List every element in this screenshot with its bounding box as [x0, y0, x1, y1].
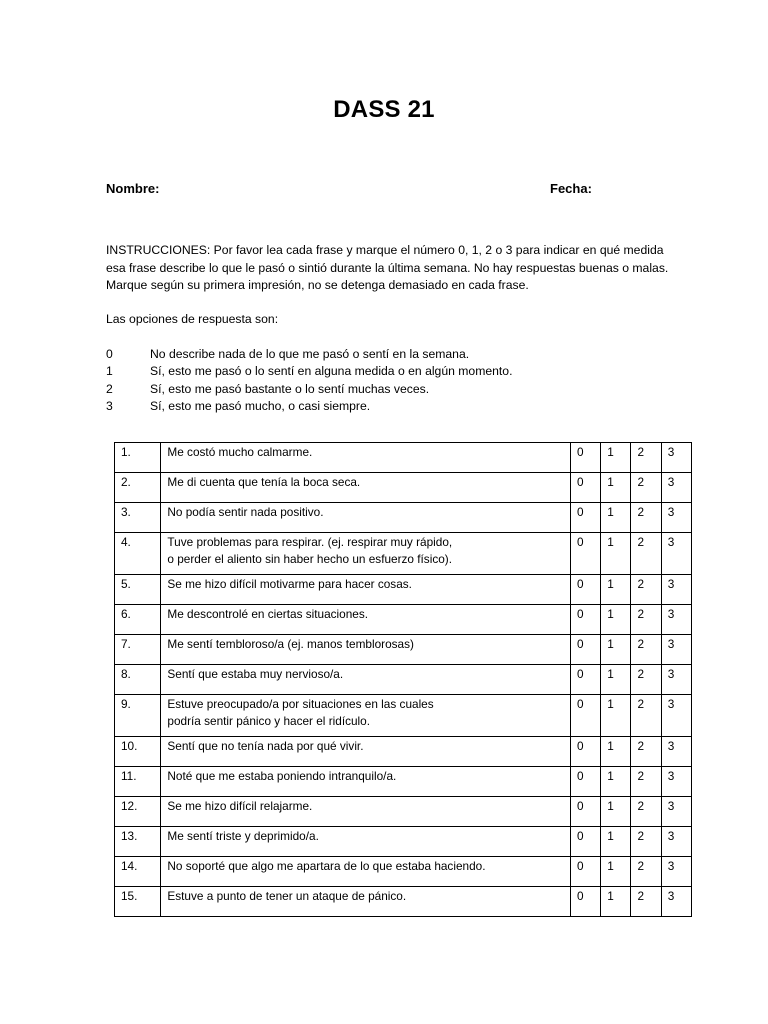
- response-cell-3[interactable]: 3: [661, 695, 691, 737]
- table-row: [115, 443, 692, 473]
- option-row: [106, 363, 512, 380]
- item-number: 9.: [115, 695, 161, 737]
- item-text-line: Tuve problemas para respirar. (ej. respirar muy rápido,: [167, 535, 453, 549]
- response-cell-1[interactable]: 1: [601, 605, 631, 635]
- table-row: [115, 695, 692, 737]
- option-label: Sí, esto me pasó mucho, o casi siempre.: [150, 398, 371, 413]
- item-text: [161, 695, 571, 737]
- table-row: [115, 665, 692, 695]
- table-row: [115, 887, 692, 917]
- response-cell-2[interactable]: 2: [631, 443, 661, 473]
- item-number: 1.: [115, 443, 161, 473]
- item-text-line: podría sentir pánico y hacer el ridículo.: [167, 714, 371, 728]
- table-row: [115, 575, 692, 605]
- response-cell-2[interactable]: 2: [631, 665, 661, 695]
- table-row: [115, 533, 692, 575]
- items-table-body: [115, 443, 692, 917]
- item-text-line: Estuve a punto de tener un ataque de pánico.: [167, 889, 407, 903]
- response-cell-3[interactable]: 3: [661, 605, 691, 635]
- item-text-line: Me sentí triste y deprimido/a.: [167, 829, 319, 843]
- response-cell-0[interactable]: 0: [570, 797, 600, 827]
- response-cell-0[interactable]: 0: [570, 695, 600, 737]
- response-cell-0[interactable]: 0: [570, 827, 600, 857]
- table-row: [115, 797, 692, 827]
- response-cell-3[interactable]: 3: [661, 737, 691, 767]
- item-text-line: Me di cuenta que tenía la boca seca.: [167, 475, 361, 489]
- response-cell-3[interactable]: 3: [661, 665, 691, 695]
- option-row: [106, 398, 512, 415]
- response-cell-3[interactable]: 3: [661, 827, 691, 857]
- response-cell-1[interactable]: 1: [601, 575, 631, 605]
- item-number: 12.: [115, 797, 161, 827]
- item-number: 4.: [115, 533, 161, 575]
- item-text-line: Me descontrolé en ciertas situaciones.: [167, 607, 369, 621]
- item-number: 6.: [115, 605, 161, 635]
- item-number: 3.: [115, 503, 161, 533]
- item-text: [161, 737, 571, 767]
- response-cell-3[interactable]: 3: [661, 857, 691, 887]
- response-cell-3[interactable]: 3: [661, 635, 691, 665]
- item-number: 14.: [115, 857, 161, 887]
- response-cell-2[interactable]: 2: [631, 737, 661, 767]
- item-text: [161, 605, 571, 635]
- options-intro: Las opciones de respuesta son:: [106, 312, 279, 326]
- item-number: 13.: [115, 827, 161, 857]
- name-label: Nombre:: [106, 181, 160, 196]
- page-title: DASS 21: [333, 96, 435, 123]
- item-text: [161, 857, 571, 887]
- table-row: [115, 635, 692, 665]
- item-number: 15.: [115, 887, 161, 917]
- items-table: [114, 442, 692, 917]
- option-label: No describe nada de lo que me pasó o sentí en la semana.: [150, 347, 470, 361]
- response-cell-2[interactable]: 2: [631, 473, 661, 503]
- item-text: [161, 887, 571, 917]
- item-number: 2.: [115, 473, 161, 503]
- response-options: [106, 346, 512, 415]
- response-cell-2[interactable]: 2: [631, 503, 661, 533]
- response-cell-0[interactable]: 0: [570, 443, 600, 473]
- item-text: [161, 767, 571, 797]
- option-row: [106, 381, 512, 398]
- item-text: [161, 665, 571, 695]
- option-value: 1: [106, 364, 113, 379]
- response-cell-1[interactable]: 1: [601, 767, 631, 797]
- response-cell-1[interactable]: 1: [601, 443, 631, 473]
- response-cell-1[interactable]: 1: [601, 695, 631, 737]
- item-text-line: Me costó mucho calmarme.: [167, 445, 313, 459]
- option-label: Sí, esto me pasó bastante o lo sentí muchas veces.: [150, 381, 430, 396]
- item-text: [161, 443, 571, 473]
- item-number: 10.: [115, 737, 161, 767]
- response-cell-1[interactable]: 1: [601, 737, 631, 767]
- response-cell-2[interactable]: 2: [631, 827, 661, 857]
- item-text-line: Me sentí tembloroso/a (ej. manos temblorosas): [167, 637, 414, 651]
- instructions-line: esa frase describe lo que le pasó o sintió durante la última semana. No hay respuestas buenas o malas.: [106, 260, 669, 275]
- option-value: 2: [106, 381, 113, 396]
- item-text: [161, 635, 571, 665]
- item-text-line: No soporté que algo me apartara de lo que estaba haciendo.: [167, 859, 486, 873]
- item-text-line: Se me hizo difícil motivarme para hacer cosas.: [167, 577, 412, 591]
- response-cell-0[interactable]: 0: [570, 473, 600, 503]
- response-cell-3[interactable]: 3: [661, 575, 691, 605]
- option-value: 0: [106, 347, 113, 361]
- response-cell-2[interactable]: 2: [631, 635, 661, 665]
- response-cell-0[interactable]: 0: [570, 857, 600, 887]
- instructions-line: INSTRUCCIONES: Por favor lea cada frase y marque el número 0, 1, 2 o 3 para indicar en qué medida: [106, 243, 664, 257]
- response-cell-3[interactable]: 3: [661, 887, 691, 917]
- response-cell-0[interactable]: 0: [570, 575, 600, 605]
- response-cell-0[interactable]: 0: [570, 635, 600, 665]
- response-cell-2[interactable]: 2: [631, 533, 661, 575]
- response-cell-0[interactable]: 0: [570, 887, 600, 917]
- item-text-line: Sentí que no tenía nada por qué vivir.: [167, 739, 364, 753]
- instructions: [106, 242, 686, 295]
- response-cell-0[interactable]: 0: [570, 737, 600, 767]
- option-row: [106, 346, 512, 363]
- item-text-line: o perder el aliento sin haber hecho un esfuerzo físico).: [167, 552, 452, 566]
- response-cell-1[interactable]: 1: [601, 827, 631, 857]
- response-cell-3[interactable]: 3: [661, 473, 691, 503]
- table-row: [115, 827, 692, 857]
- table-row: [115, 767, 692, 797]
- response-cell-3[interactable]: 3: [661, 443, 691, 473]
- response-cell-0[interactable]: 0: [570, 605, 600, 635]
- response-cell-3[interactable]: 3: [661, 503, 691, 533]
- item-text-line: Sentí que estaba muy nervioso/a.: [167, 667, 344, 681]
- response-cell-3[interactable]: 3: [661, 767, 691, 797]
- response-cell-2[interactable]: 2: [631, 605, 661, 635]
- instructions-line: Marque según su primera impresión, no se detenga demasiado en cada frase.: [106, 278, 529, 292]
- response-cell-1[interactable]: 1: [601, 503, 631, 533]
- response-cell-1[interactable]: 1: [601, 635, 631, 665]
- response-cell-2[interactable]: 2: [631, 767, 661, 797]
- option-label: Sí, esto me pasó o lo sentí en alguna medida o en algún momento.: [150, 364, 513, 379]
- table-row: [115, 473, 692, 503]
- item-text: [161, 827, 571, 857]
- item-text: [161, 503, 571, 533]
- item-number: 5.: [115, 575, 161, 605]
- item-number: 7.: [115, 635, 161, 665]
- response-cell-3[interactable]: 3: [661, 533, 691, 575]
- date-label: Fecha:: [550, 181, 592, 196]
- table-row: [115, 857, 692, 887]
- item-text-line: Se me hizo difícil relajarme.: [167, 799, 313, 813]
- response-cell-2[interactable]: 2: [631, 857, 661, 887]
- table-row: [115, 605, 692, 635]
- item-number: 11.: [115, 767, 161, 797]
- item-number: 8.: [115, 665, 161, 695]
- response-cell-0[interactable]: 0: [570, 767, 600, 797]
- response-cell-1[interactable]: 1: [601, 665, 631, 695]
- item-text: [161, 575, 571, 605]
- response-cell-1[interactable]: 1: [601, 533, 631, 575]
- option-value: 3: [106, 398, 113, 413]
- item-text-line: No podía sentir nada positivo.: [167, 505, 324, 519]
- response-cell-0[interactable]: 0: [570, 665, 600, 695]
- response-cell-2[interactable]: 2: [631, 695, 661, 737]
- item-text: [161, 533, 571, 575]
- response-cell-3[interactable]: 3: [661, 797, 691, 827]
- table-row: [115, 503, 692, 533]
- response-cell-2[interactable]: 2: [631, 575, 661, 605]
- item-text: [161, 797, 571, 827]
- response-cell-1[interactable]: 1: [601, 797, 631, 827]
- response-cell-1[interactable]: 1: [601, 887, 631, 917]
- response-cell-2[interactable]: 2: [631, 797, 661, 827]
- item-text-line: Noté que me estaba poniendo intranquilo/a.: [167, 769, 397, 783]
- table-row: [115, 737, 692, 767]
- item-text: [161, 473, 571, 503]
- response-cell-1[interactable]: 1: [601, 473, 631, 503]
- item-text-line: Estuve preocupado/a por situaciones en las cuales: [167, 697, 434, 711]
- response-cell-1[interactable]: 1: [601, 857, 631, 887]
- response-cell-2[interactable]: 2: [631, 887, 661, 917]
- response-cell-0[interactable]: 0: [570, 533, 600, 575]
- response-cell-0[interactable]: 0: [570, 503, 600, 533]
